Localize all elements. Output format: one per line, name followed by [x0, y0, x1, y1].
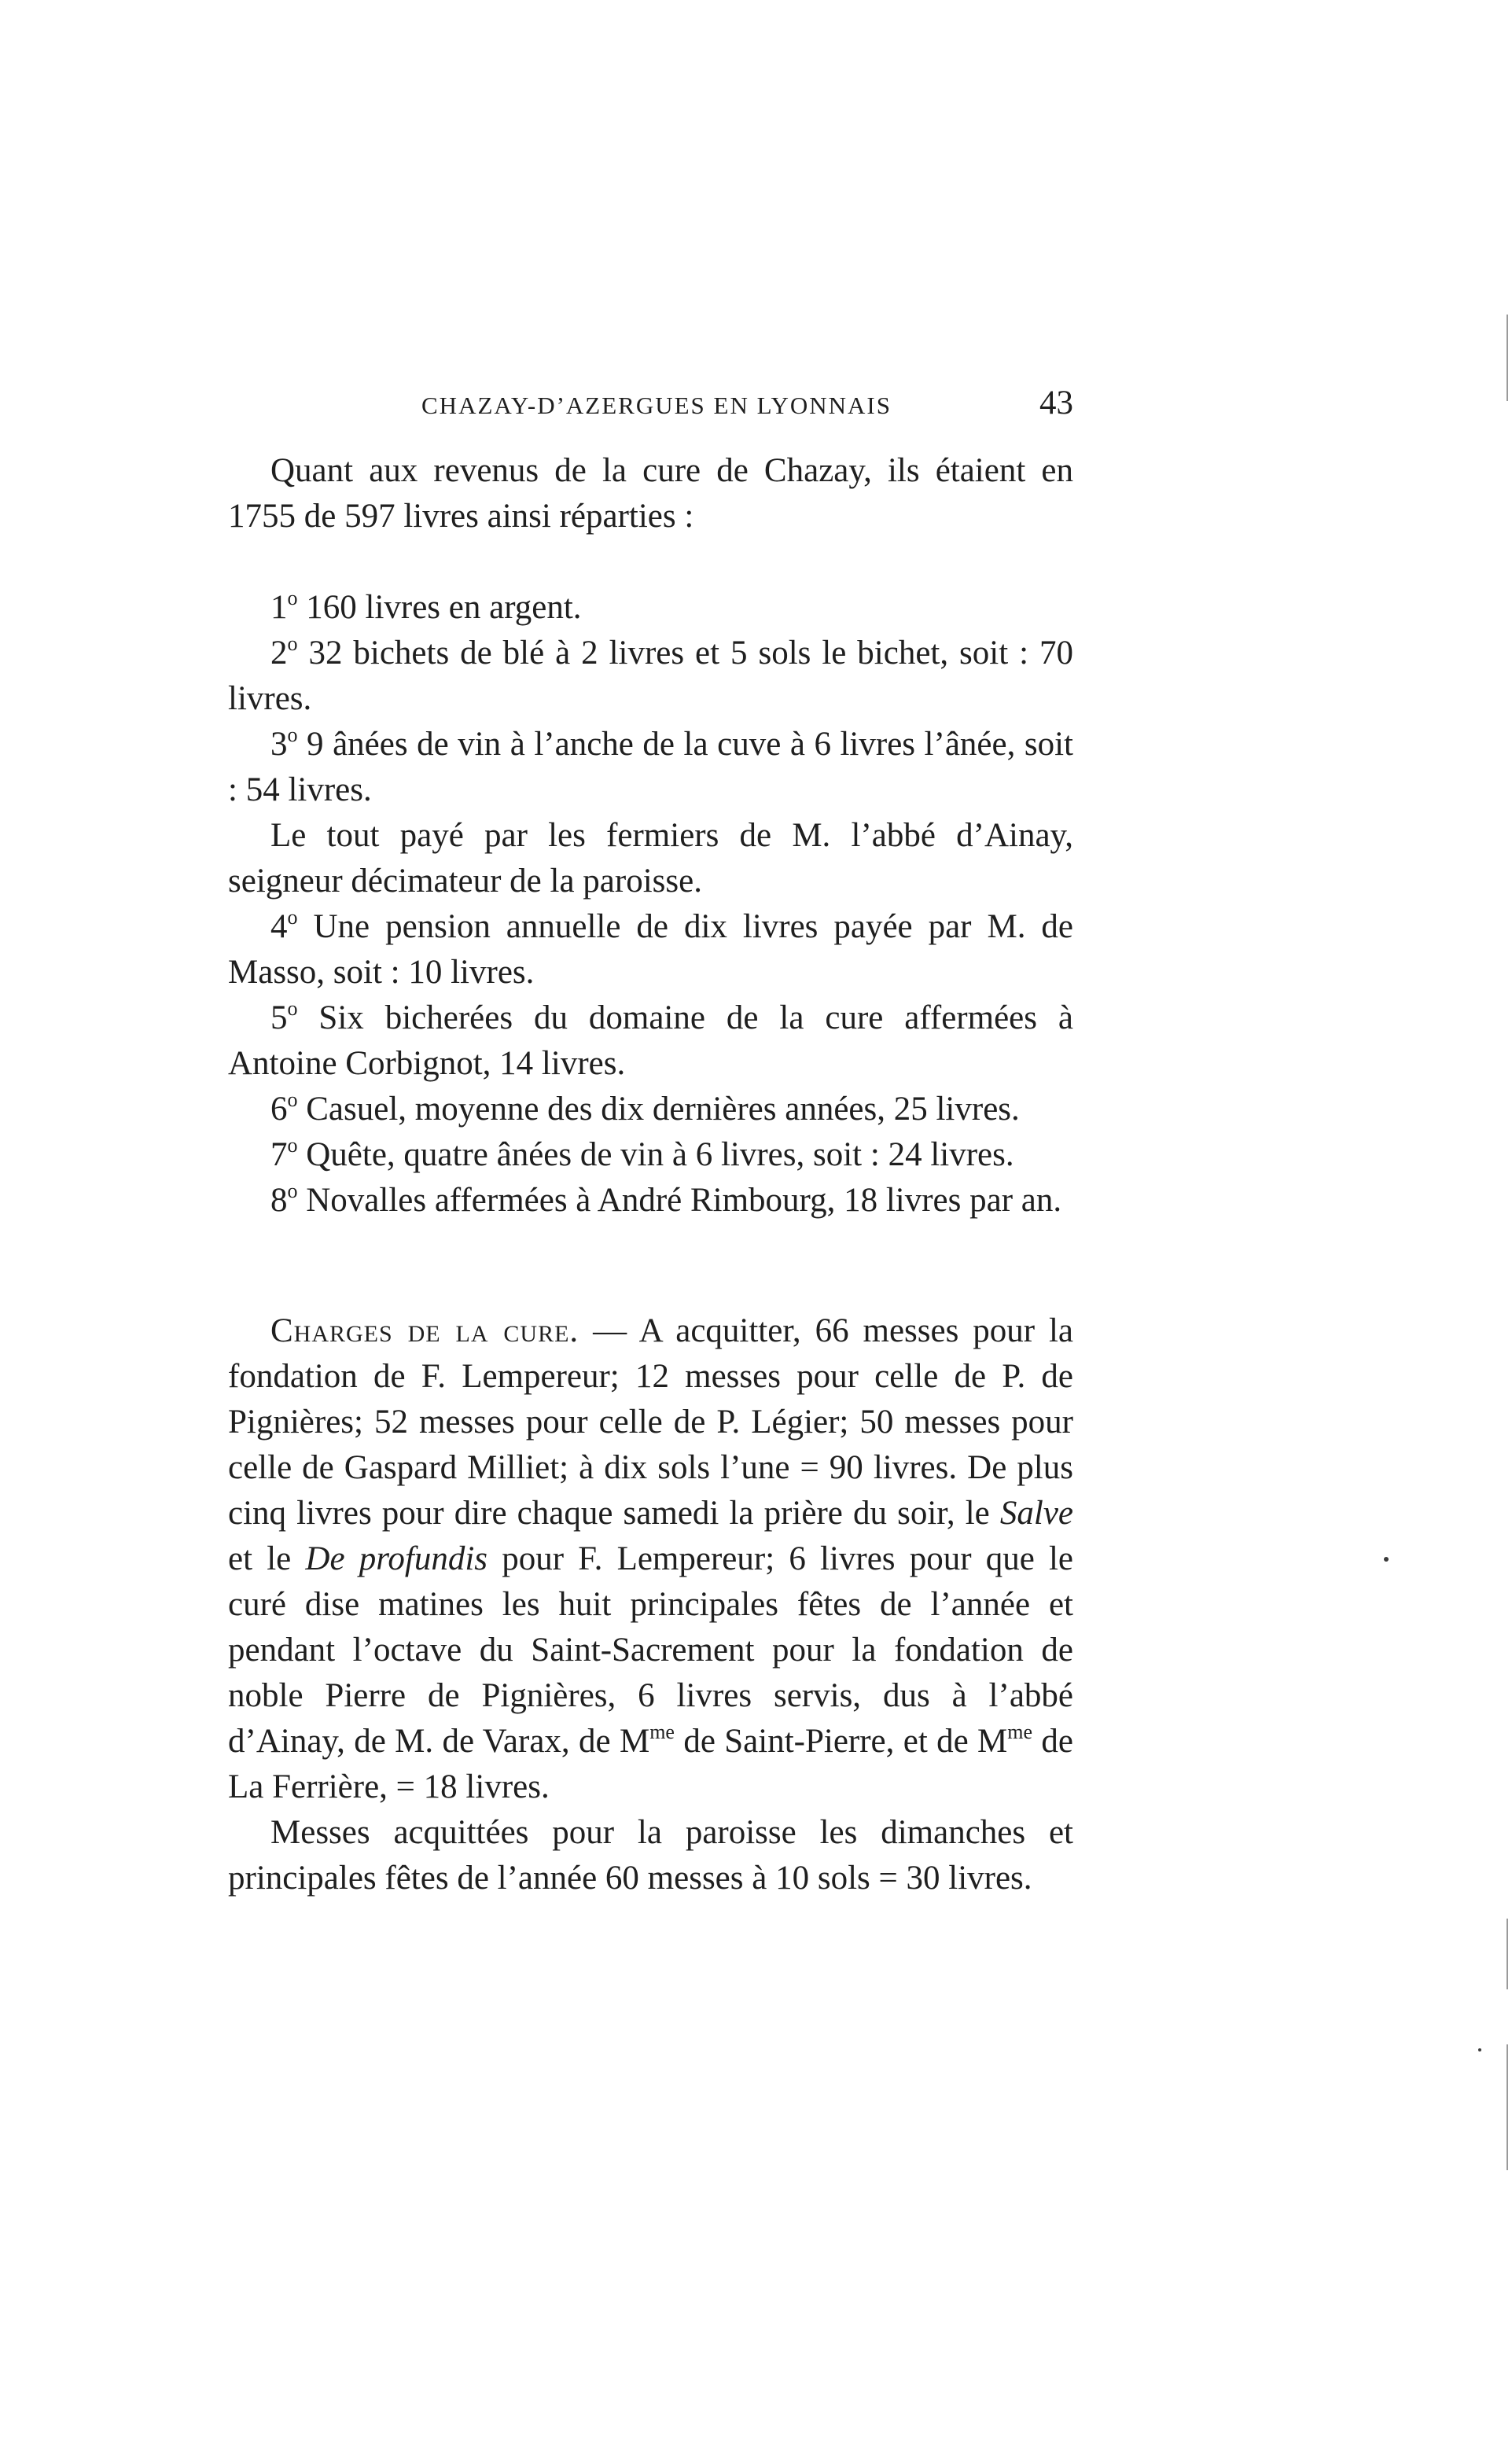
list-item — [228, 631, 1073, 722]
item-text: 32 bichets de blé à 2 livres et 5 sols le bichet, soit : 70 livres. — [228, 635, 1073, 717]
item-ordinal: o — [287, 1133, 298, 1157]
list-item — [228, 1087, 1073, 1132]
page-number: 43 — [1039, 385, 1073, 421]
item-ordinal: o — [287, 1179, 298, 1202]
item-text: Une pension annuelle de dix livres payée par M. de Masso, soit : 10 livres. — [228, 908, 1073, 991]
list-item — [228, 1178, 1073, 1223]
item-number: 5 — [270, 999, 288, 1036]
heading-dash: — — [579, 1312, 639, 1349]
section-heading: Charges de la cure. — [270, 1312, 579, 1349]
charges-text-2: pour F. Lempereur; 6 livres pour que le curé dise matines les huit principales fêtes de l’année et pendant l’octave du Saint-Sacrement pour la fondation de noble Pierre de Pignières, 6 livres servis, dus à l’abbé d’Ainay, de M. de Varax, de M — [228, 1540, 1073, 1760]
item-text: Novalles affermées à André Rimbourg, 18 livres par an. — [297, 1182, 1062, 1219]
paragraph-tout-paye: Le tout payé par les fermiers de M. l’abbé d’Ainay, seigneur décimateur de la paroisse. — [228, 817, 1073, 900]
charges-text-3: de Saint-Pierre, et de M — [674, 1723, 1008, 1760]
list-item — [228, 1132, 1073, 1178]
item-text: 9 ânées de vin à l’anche de la cuve à 6 livres l’ânée, soit : 54 livres. — [228, 726, 1073, 808]
charges-text-1: A acquitter, 66 messes pour la fondation de F. Lempereur; 12 messes pour celle de P. de Pignières; 52 messes pour celle de P. Légier; 50 messes pour celle de Gaspard Milliet; à dix sols l’une = 90 livres. De plus cinq livres pour dire chaque samedi la prière du soir, le — [228, 1312, 1073, 1532]
item-text: 160 livres en argent. — [297, 589, 582, 626]
item-number: 6 — [270, 1091, 288, 1128]
salve-title: Salve — [999, 1495, 1073, 1532]
item-text: Quête, quatre ânées de vin à 6 livres, soit : 24 livres. — [297, 1136, 1014, 1173]
item-number: 8 — [270, 1182, 288, 1219]
item-text: Casuel, moyenne des dix dernières années, 25 livres. — [297, 1091, 1020, 1128]
charges-text-4: de La Ferrière, = 18 livres. — [228, 1723, 1073, 1805]
list-item — [228, 904, 1073, 995]
item-ordinal: o — [287, 586, 298, 609]
paragraph-charges — [228, 1308, 1073, 1810]
item-text: Six bicherées du domaine de la cure affermées à Antoine Corbignot, 14 livres. — [228, 999, 1073, 1082]
list-item — [228, 995, 1073, 1087]
item-number: 1 — [270, 589, 288, 626]
item-ordinal: o — [287, 1087, 298, 1111]
item-ordinal: o — [287, 905, 298, 929]
item-ordinal: o — [287, 996, 298, 1020]
charges-conjunction: et le — [228, 1540, 306, 1577]
scan-artifact-line — [1506, 315, 1508, 401]
scan-artifact-line — [1506, 2044, 1508, 2170]
running-title: CHAZAY-D’AZERGUES EN LYONNAIS — [421, 392, 892, 419]
title-abbrev: me — [649, 1720, 675, 1743]
page-header — [228, 385, 1073, 432]
list-item — [228, 585, 1073, 631]
item-ordinal: o — [287, 723, 298, 746]
list-item — [228, 722, 1073, 813]
de-profundis-title: De profundis — [305, 1540, 488, 1577]
ink-speck — [1478, 2048, 1481, 2051]
item-ordinal: o — [287, 631, 298, 655]
item-number: 4 — [270, 908, 288, 945]
item-number: 2 — [270, 635, 288, 672]
body-text — [228, 448, 1073, 1901]
item-number: 3 — [270, 726, 288, 763]
item-number: 7 — [270, 1136, 288, 1173]
ink-speck — [1384, 1557, 1389, 1562]
paragraph-messes: Messes acquittées pour la paroisse les dimanches et principales fêtes de l’année 60 messes à 10 sols = 30 livres. — [228, 1814, 1073, 1897]
title-abbrev: me — [1007, 1720, 1033, 1743]
scan-artifact-line — [1506, 1919, 1508, 1989]
paragraph-intro: Quant aux revenus de la cure de Chazay, ils étaient en 1755 de 597 livres ainsi réparties : — [228, 452, 1073, 535]
